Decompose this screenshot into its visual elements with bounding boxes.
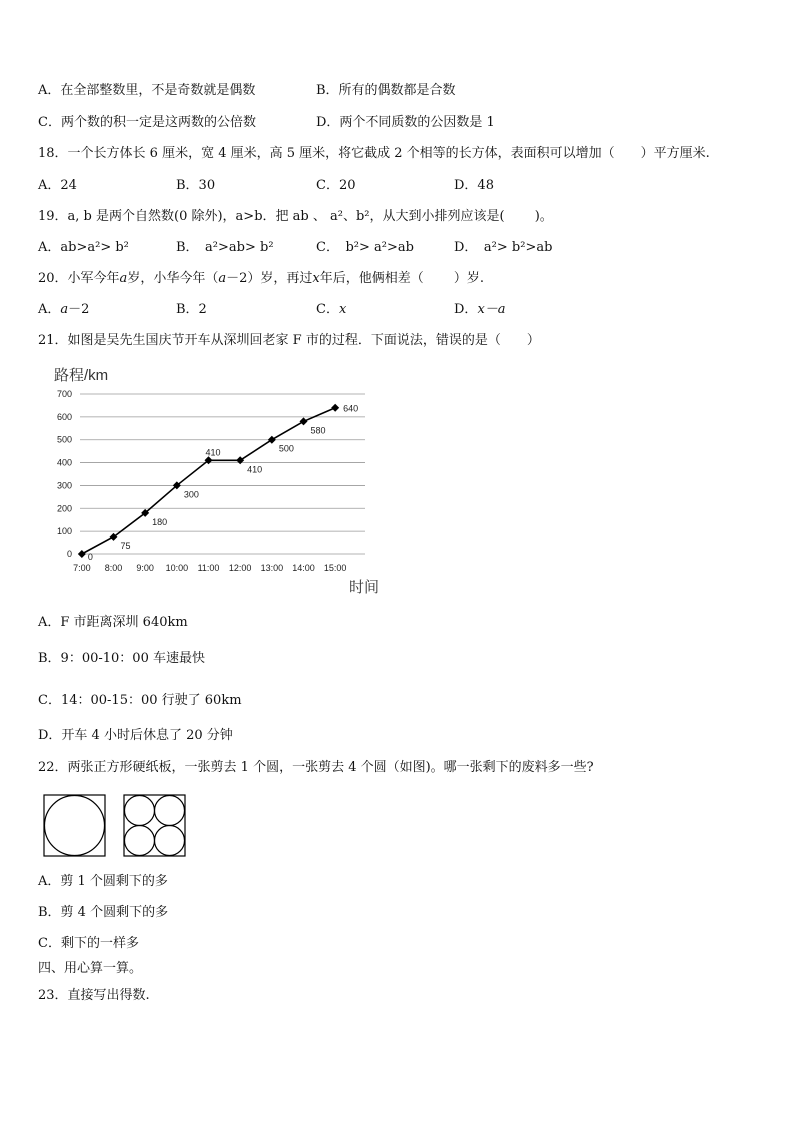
x-tick-label: 12:00 <box>228 563 252 573</box>
q18-option-b: B．30 <box>176 178 216 193</box>
x-tick-label: 9:00 <box>136 563 154 573</box>
q20-var-a: a <box>119 271 128 286</box>
q20-opt-c-var: x <box>338 302 347 317</box>
q20-opt-d-var: x－a <box>477 302 506 317</box>
q20-opt-c-prefix: C． <box>316 302 339 317</box>
x-axis-label: 时间 <box>349 579 380 596</box>
q20-option-b: B．2 <box>176 302 207 317</box>
small-circle <box>125 826 155 856</box>
q19-option-c: C． b²> a²>ab <box>316 240 414 255</box>
q20-opt-a-suffix: －2 <box>68 302 90 317</box>
q21-option-c: C．14：00-15：00 行驶了 60km <box>38 693 242 708</box>
x-tick-label: 13:00 <box>260 563 284 573</box>
option-b: B．所有的偶数都是合数 <box>316 83 456 98</box>
question-19-stem: 19．a, b 是两个自然数(0 除外)，a>b．把 ab 、 a²、b²，从大到小排列应该是( )。 <box>38 209 553 224</box>
data-label: 75 <box>120 540 131 551</box>
q20-var-x: x <box>312 271 320 286</box>
x-tick-label: 7:00 <box>73 563 91 573</box>
data-point-marker <box>78 550 86 558</box>
x-tick-label: 14:00 <box>292 563 315 573</box>
small-circle <box>125 796 155 826</box>
square-with-one-circle <box>43 794 107 858</box>
q21-option-a: A．F 市距离深圳 640km <box>38 615 188 630</box>
option-d: D．两个不同质数的公因数是 1 <box>316 115 495 130</box>
y-tick-label: 100 <box>56 526 72 537</box>
small-circle <box>155 826 185 856</box>
option-a: A．在全部整数里，不是奇数就是偶数 <box>38 83 256 98</box>
q21-option-b: B．9：00-10：00 车速最快 <box>38 651 205 666</box>
option-c: C．两个数的积一定是这两数的公倍数 <box>38 115 256 130</box>
series-line <box>82 408 335 554</box>
data-label: 180 <box>152 516 168 527</box>
x-tick-label: 15:00 <box>323 563 347 573</box>
data-point-marker <box>331 404 339 412</box>
q20-var-a2: a <box>218 271 227 286</box>
data-point-marker <box>300 417 308 425</box>
distance-time-chart <box>50 362 390 597</box>
y-tick-label: 600 <box>56 411 72 422</box>
q18-option-c: C．20 <box>316 178 356 193</box>
q22-option-b: B．剪 4 个圆剩下的多 <box>38 905 169 920</box>
y-tick-label: 400 <box>56 457 72 468</box>
q21-option-d: D．开车 4 小时后休息了 20 分钟 <box>38 728 233 743</box>
data-label: 410 <box>247 464 263 475</box>
x-tick-label: 8:00 <box>104 563 123 573</box>
y-axis-label: 路程/km <box>54 367 109 384</box>
q22-option-a: A．剪 1 个圆剩下的多 <box>38 874 168 889</box>
data-label: 500 <box>278 443 294 454</box>
q20-stem-part1: 20．小军今年 <box>38 271 120 286</box>
q20-stem-part3: －2）岁，再过 <box>226 271 313 286</box>
square-outline <box>124 795 185 856</box>
data-label: 410 <box>205 447 221 458</box>
question-20-stem <box>38 271 484 287</box>
large-circle <box>45 796 105 856</box>
square-with-four-circles <box>123 794 187 858</box>
q19-option-d: D． a²> b²>ab <box>454 240 553 255</box>
q20-stem-part4: 年后，他俩相差（ ）岁. <box>319 271 484 286</box>
q20-option-d <box>454 302 506 318</box>
data-label: 300 <box>183 489 199 500</box>
y-tick-label: 500 <box>56 434 72 445</box>
y-tick-label: 0 <box>66 549 72 559</box>
data-label: 580 <box>310 425 326 436</box>
q18-option-a: A．24 <box>38 178 77 193</box>
q20-opt-d-prefix: D． <box>454 302 478 317</box>
section-4-title: 四、用心算一算。 <box>38 961 143 976</box>
q20-stem-part2: 岁，小华今年（ <box>127 271 219 286</box>
question-18-stem: 18．一个长方体长 6 厘米，宽 4 厘米，高 5 厘米，将它截成 2 个相等的长方体，表面积可以增加（ ）平方厘米. <box>38 146 710 161</box>
y-tick-label: 300 <box>56 480 72 491</box>
question-21-stem: 21．如图是吴先生国庆节开车从深圳回老家 F 市的过程．下面说法，错误的是（ ） <box>38 333 540 348</box>
q19-option-b: B． a²>ab> b² <box>176 240 274 255</box>
x-tick-label: 11:00 <box>197 563 220 573</box>
chart-svg <box>50 362 390 597</box>
q18-option-d: D．48 <box>454 178 494 193</box>
y-tick-label: 700 <box>56 389 72 399</box>
q19-option-a: A．ab>a²> b² <box>38 240 129 255</box>
q20-option-a <box>38 302 89 318</box>
q20-opt-a-prefix: A． <box>38 302 61 317</box>
small-circle <box>155 796 185 826</box>
data-label: 640 <box>343 403 359 414</box>
x-tick-label: 10:00 <box>165 563 189 573</box>
question-22-stem: 22．两张正方形硬纸板，一张剪去 1 个圆，一张剪去 4 个圆（如图)。哪一张剩下的废料多一些? <box>38 760 594 775</box>
data-point-marker <box>236 456 244 464</box>
data-label: 0 <box>87 552 93 562</box>
question-23-stem: 23．直接写出得数. <box>38 988 150 1003</box>
data-point-marker <box>268 436 276 444</box>
q20-option-c <box>316 302 346 318</box>
q20-opt-a-var: a <box>60 302 69 317</box>
y-tick-label: 200 <box>56 503 72 514</box>
q22-option-c: C．剩下的一样多 <box>38 936 139 951</box>
